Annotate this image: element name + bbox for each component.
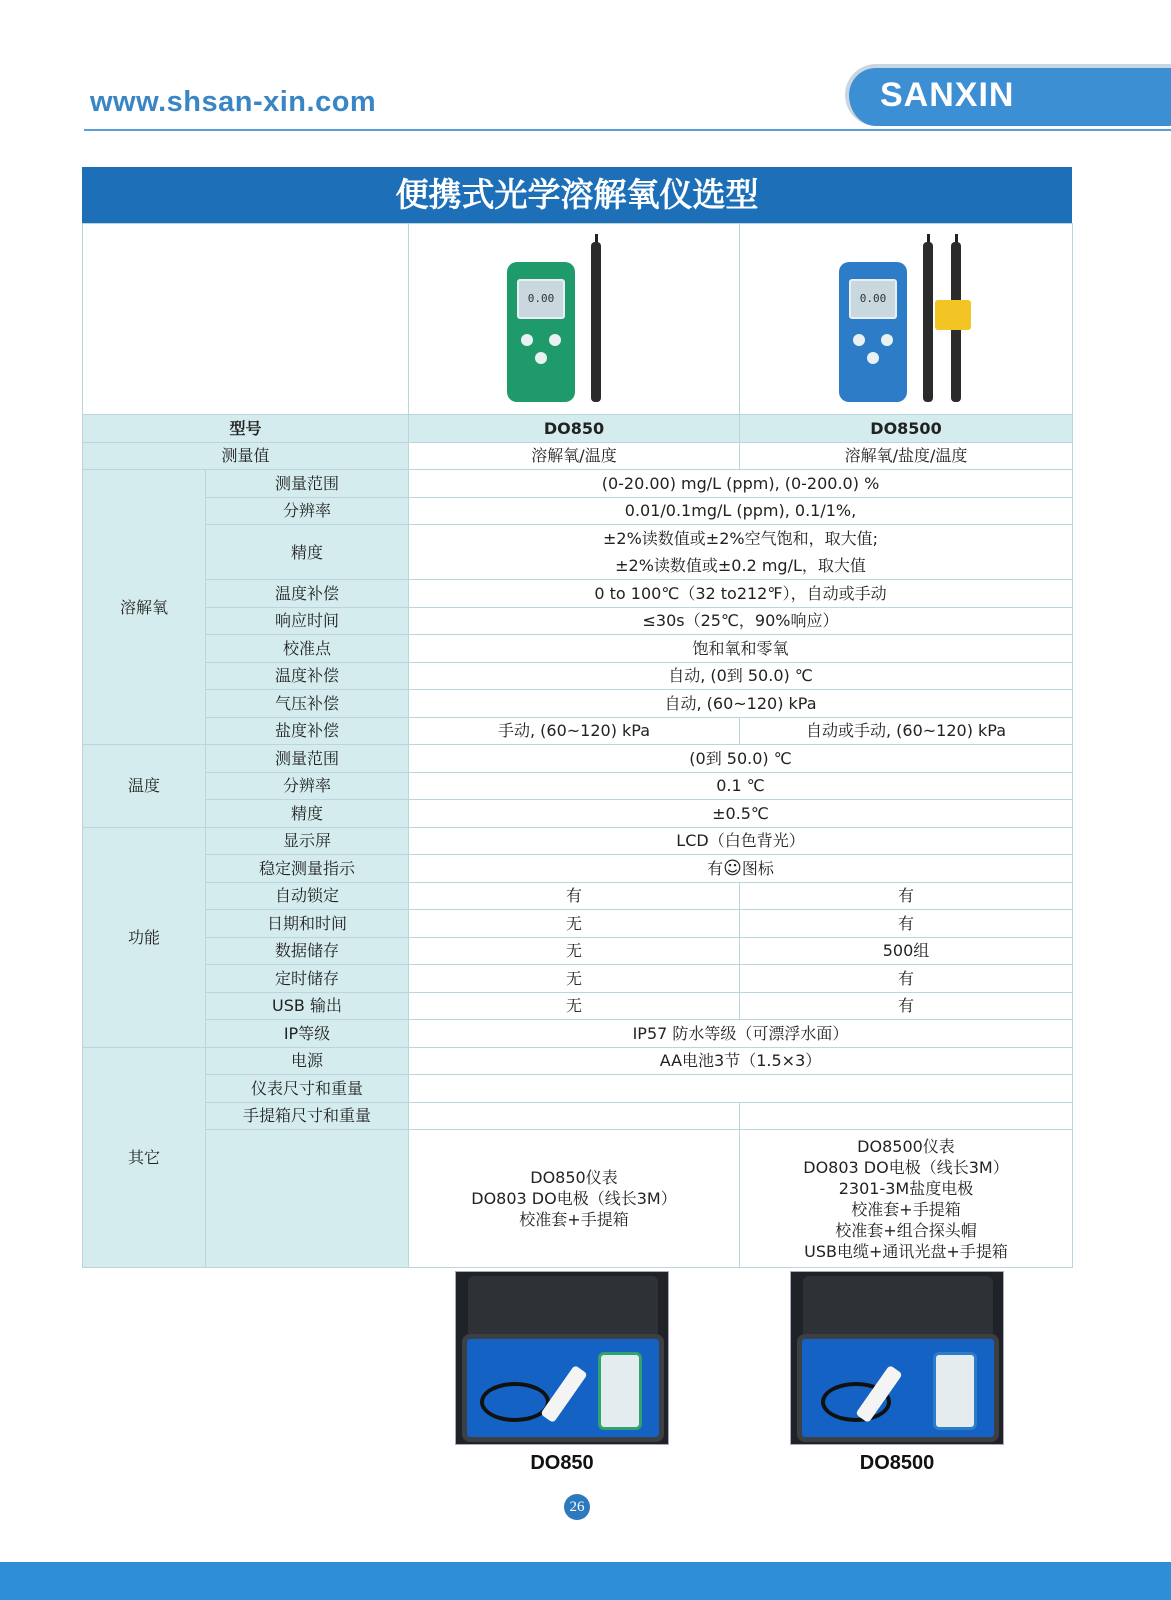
row-label: 自动锁定 bbox=[206, 882, 409, 910]
table-row bbox=[83, 910, 1073, 938]
row-value-do8500: 有 bbox=[740, 965, 1073, 993]
footer-bar bbox=[0, 1562, 1171, 1600]
row-value-do850: 无 bbox=[409, 965, 740, 993]
row-label: IP等级 bbox=[206, 1020, 409, 1048]
table-row bbox=[83, 827, 1073, 855]
row-value bbox=[409, 1075, 1073, 1103]
row-value-do8500: 有 bbox=[740, 992, 1073, 1020]
meter-button bbox=[549, 334, 561, 346]
row-label: 测量范围 bbox=[206, 470, 409, 498]
value-text: 图标 bbox=[741, 858, 774, 878]
row-label: 显示屏 bbox=[206, 827, 409, 855]
row-value: 自动, (0到 50.0) ℃ bbox=[409, 662, 1073, 690]
row-value-do850: 手动, (60~120) kPa bbox=[409, 717, 740, 745]
package-item: DO803 DO电极（线长3M） bbox=[471, 1189, 677, 1208]
case-meter bbox=[933, 1352, 977, 1430]
measure-do8500: 溶解氧/盐度/温度 bbox=[740, 442, 1073, 470]
row-value: 0.01/0.1mg/L (ppm), 0.1/1%, bbox=[409, 497, 1073, 525]
table-row bbox=[83, 470, 1073, 498]
table-row bbox=[83, 882, 1073, 910]
meter-picture bbox=[831, 234, 981, 404]
row-value-do8500: 有 bbox=[740, 882, 1073, 910]
row-value-do850 bbox=[409, 1102, 740, 1130]
group-temperature: 温度 bbox=[83, 745, 206, 828]
row-value: 0.1 ℃ bbox=[409, 772, 1073, 800]
table-row bbox=[83, 497, 1073, 525]
do850-meter-image bbox=[409, 224, 740, 415]
row-value: IP57 防水等级（可漂浮水面） bbox=[409, 1020, 1073, 1048]
group-other: 其它 bbox=[83, 1047, 206, 1268]
row-value-do8500: 自动或手动, (60~120) kPa bbox=[740, 717, 1073, 745]
table-row bbox=[83, 745, 1073, 773]
row-label: 校准点 bbox=[206, 635, 409, 663]
package-item: 2301-3M盐度电极 bbox=[838, 1178, 974, 1198]
table-row bbox=[83, 772, 1073, 800]
header-divider bbox=[84, 129, 1171, 131]
package-item: DO8500仪表 bbox=[857, 1136, 955, 1156]
table-row bbox=[83, 580, 1073, 608]
measure-do850: 溶解氧/温度 bbox=[409, 442, 740, 470]
row-label: 手提箱尺寸和重量 bbox=[206, 1102, 409, 1130]
group-function: 功能 bbox=[83, 827, 206, 1047]
probe-clip bbox=[935, 300, 971, 330]
row-value: AA电池3节（1.5×3） bbox=[409, 1047, 1073, 1075]
model-row bbox=[83, 415, 1073, 443]
package-item: 校准套+手提箱 bbox=[519, 1210, 629, 1229]
row-label: 数据储存 bbox=[206, 937, 409, 965]
table-row bbox=[83, 525, 1073, 553]
package-row bbox=[83, 1130, 1073, 1268]
row-label: 仪表尺寸和重量 bbox=[206, 1075, 409, 1103]
row-label: 测量范围 bbox=[206, 745, 409, 773]
model-label: 型号 bbox=[83, 415, 409, 443]
row-value-do8500: 500组 bbox=[740, 937, 1073, 965]
meter-button bbox=[535, 352, 547, 364]
row-value: (0-20.00) mg/L (ppm), (0-200.0) % bbox=[409, 470, 1073, 498]
package-label-blank bbox=[206, 1130, 409, 1268]
row-value-do850: 无 bbox=[409, 937, 740, 965]
row-label: USB 输出 bbox=[206, 992, 409, 1020]
table-row bbox=[83, 662, 1073, 690]
measure-label: 测量值 bbox=[83, 442, 409, 470]
row-value-do850: 有 bbox=[409, 882, 740, 910]
row-label: 温度补偿 bbox=[206, 662, 409, 690]
row-label: 定时储存 bbox=[206, 965, 409, 993]
row-value: 自动, (60~120) kPa bbox=[409, 690, 1073, 718]
row-value: LCD（白色背光） bbox=[409, 827, 1073, 855]
table-row bbox=[83, 800, 1073, 828]
case-lid bbox=[803, 1276, 993, 1338]
package-item: USB电缆+通讯光盘+手提箱 bbox=[804, 1241, 1008, 1261]
row-value: (0到 50.0) ℃ bbox=[409, 745, 1073, 773]
meter-picture bbox=[499, 234, 649, 404]
meter-button bbox=[867, 352, 879, 364]
probe bbox=[591, 242, 601, 402]
row-label: 分辨率 bbox=[206, 772, 409, 800]
row-label: 盐度补偿 bbox=[206, 717, 409, 745]
meter-button bbox=[881, 334, 893, 346]
table-row bbox=[83, 1102, 1073, 1130]
group-dissolved-oxygen: 溶解氧 bbox=[83, 470, 206, 745]
case-meter bbox=[598, 1352, 642, 1430]
row-label: 温度补偿 bbox=[206, 580, 409, 608]
table-row bbox=[83, 690, 1073, 718]
row-value-do8500 bbox=[740, 1102, 1073, 1130]
image-row bbox=[83, 224, 1073, 415]
table-row bbox=[83, 607, 1073, 635]
probe bbox=[923, 242, 933, 402]
model-do850: DO850 bbox=[409, 415, 740, 443]
row-value-do850: 无 bbox=[409, 992, 740, 1020]
table-row bbox=[83, 717, 1073, 745]
row-value bbox=[409, 855, 1073, 883]
do8500-meter-image bbox=[740, 224, 1073, 415]
table-row bbox=[83, 1075, 1073, 1103]
row-label: 分辨率 bbox=[206, 497, 409, 525]
row-value-do850: 无 bbox=[409, 910, 740, 938]
page-number: 26 bbox=[564, 1494, 590, 1520]
table-row bbox=[83, 635, 1073, 663]
do8500-case-photo bbox=[790, 1271, 1004, 1445]
package-do8500 bbox=[740, 1130, 1073, 1268]
brand-logo: SANXIN bbox=[880, 76, 1015, 114]
spec-table bbox=[82, 223, 1073, 1268]
row-value: ≤30s（25℃，90%响应） bbox=[409, 607, 1073, 635]
value-text: 有 bbox=[707, 858, 724, 878]
case-label-do850: DO850 bbox=[530, 1452, 594, 1474]
table-row bbox=[83, 937, 1073, 965]
package-do850 bbox=[409, 1130, 740, 1268]
table-row bbox=[83, 1047, 1073, 1075]
smiley-icon: ☺ bbox=[723, 857, 742, 879]
table-row bbox=[83, 1020, 1073, 1048]
measure-row bbox=[83, 442, 1073, 470]
table-row bbox=[83, 965, 1073, 993]
row-label: 响应时间 bbox=[206, 607, 409, 635]
website-url[interactable]: www.shsan-xin.com bbox=[90, 86, 377, 118]
meter-button bbox=[521, 334, 533, 346]
row-value: 0 to 100℃（32 to212℉），自动或手动 bbox=[409, 580, 1073, 608]
package-item: 校准套+手提箱 bbox=[851, 1199, 961, 1219]
table-title: 便携式光学溶解氧仪选型 bbox=[82, 167, 1072, 223]
package-item: DO850仪表 bbox=[530, 1168, 618, 1187]
table-row bbox=[83, 855, 1073, 883]
meter-button bbox=[853, 334, 865, 346]
row-label: 精度 bbox=[206, 800, 409, 828]
cable-coil bbox=[480, 1382, 550, 1422]
meter-screen: 0.00 bbox=[849, 279, 897, 319]
row-label: 气压补偿 bbox=[206, 690, 409, 718]
table-row bbox=[83, 992, 1073, 1020]
row-label: 稳定测量指示 bbox=[206, 855, 409, 883]
case-label-do8500: DO8500 bbox=[859, 1452, 935, 1474]
row-value: ±2%读数值或±2%空气饱和，取大值; bbox=[409, 525, 1073, 553]
row-label: 精度 bbox=[206, 525, 409, 580]
row-value: ±0.5℃ bbox=[409, 800, 1073, 828]
meter-screen: 0.00 bbox=[517, 279, 565, 319]
row-value-do8500: 有 bbox=[740, 910, 1073, 938]
row-value-line2: ±2%读数值或±0.2 mg/L，取大值 bbox=[409, 552, 1073, 580]
case-lid bbox=[468, 1276, 658, 1338]
package-item: 校准套+组合探头帽 bbox=[835, 1220, 977, 1240]
row-value: 饱和氧和零氧 bbox=[409, 635, 1073, 663]
image-row-blank bbox=[83, 224, 409, 415]
package-item: DO803 DO电极（线长3M） bbox=[803, 1157, 1009, 1177]
row-label: 日期和时间 bbox=[206, 910, 409, 938]
spec-table-wrap bbox=[82, 223, 1072, 1268]
row-label: 电源 bbox=[206, 1047, 409, 1075]
do850-case-photo bbox=[455, 1271, 669, 1445]
model-do8500: DO8500 bbox=[740, 415, 1073, 443]
